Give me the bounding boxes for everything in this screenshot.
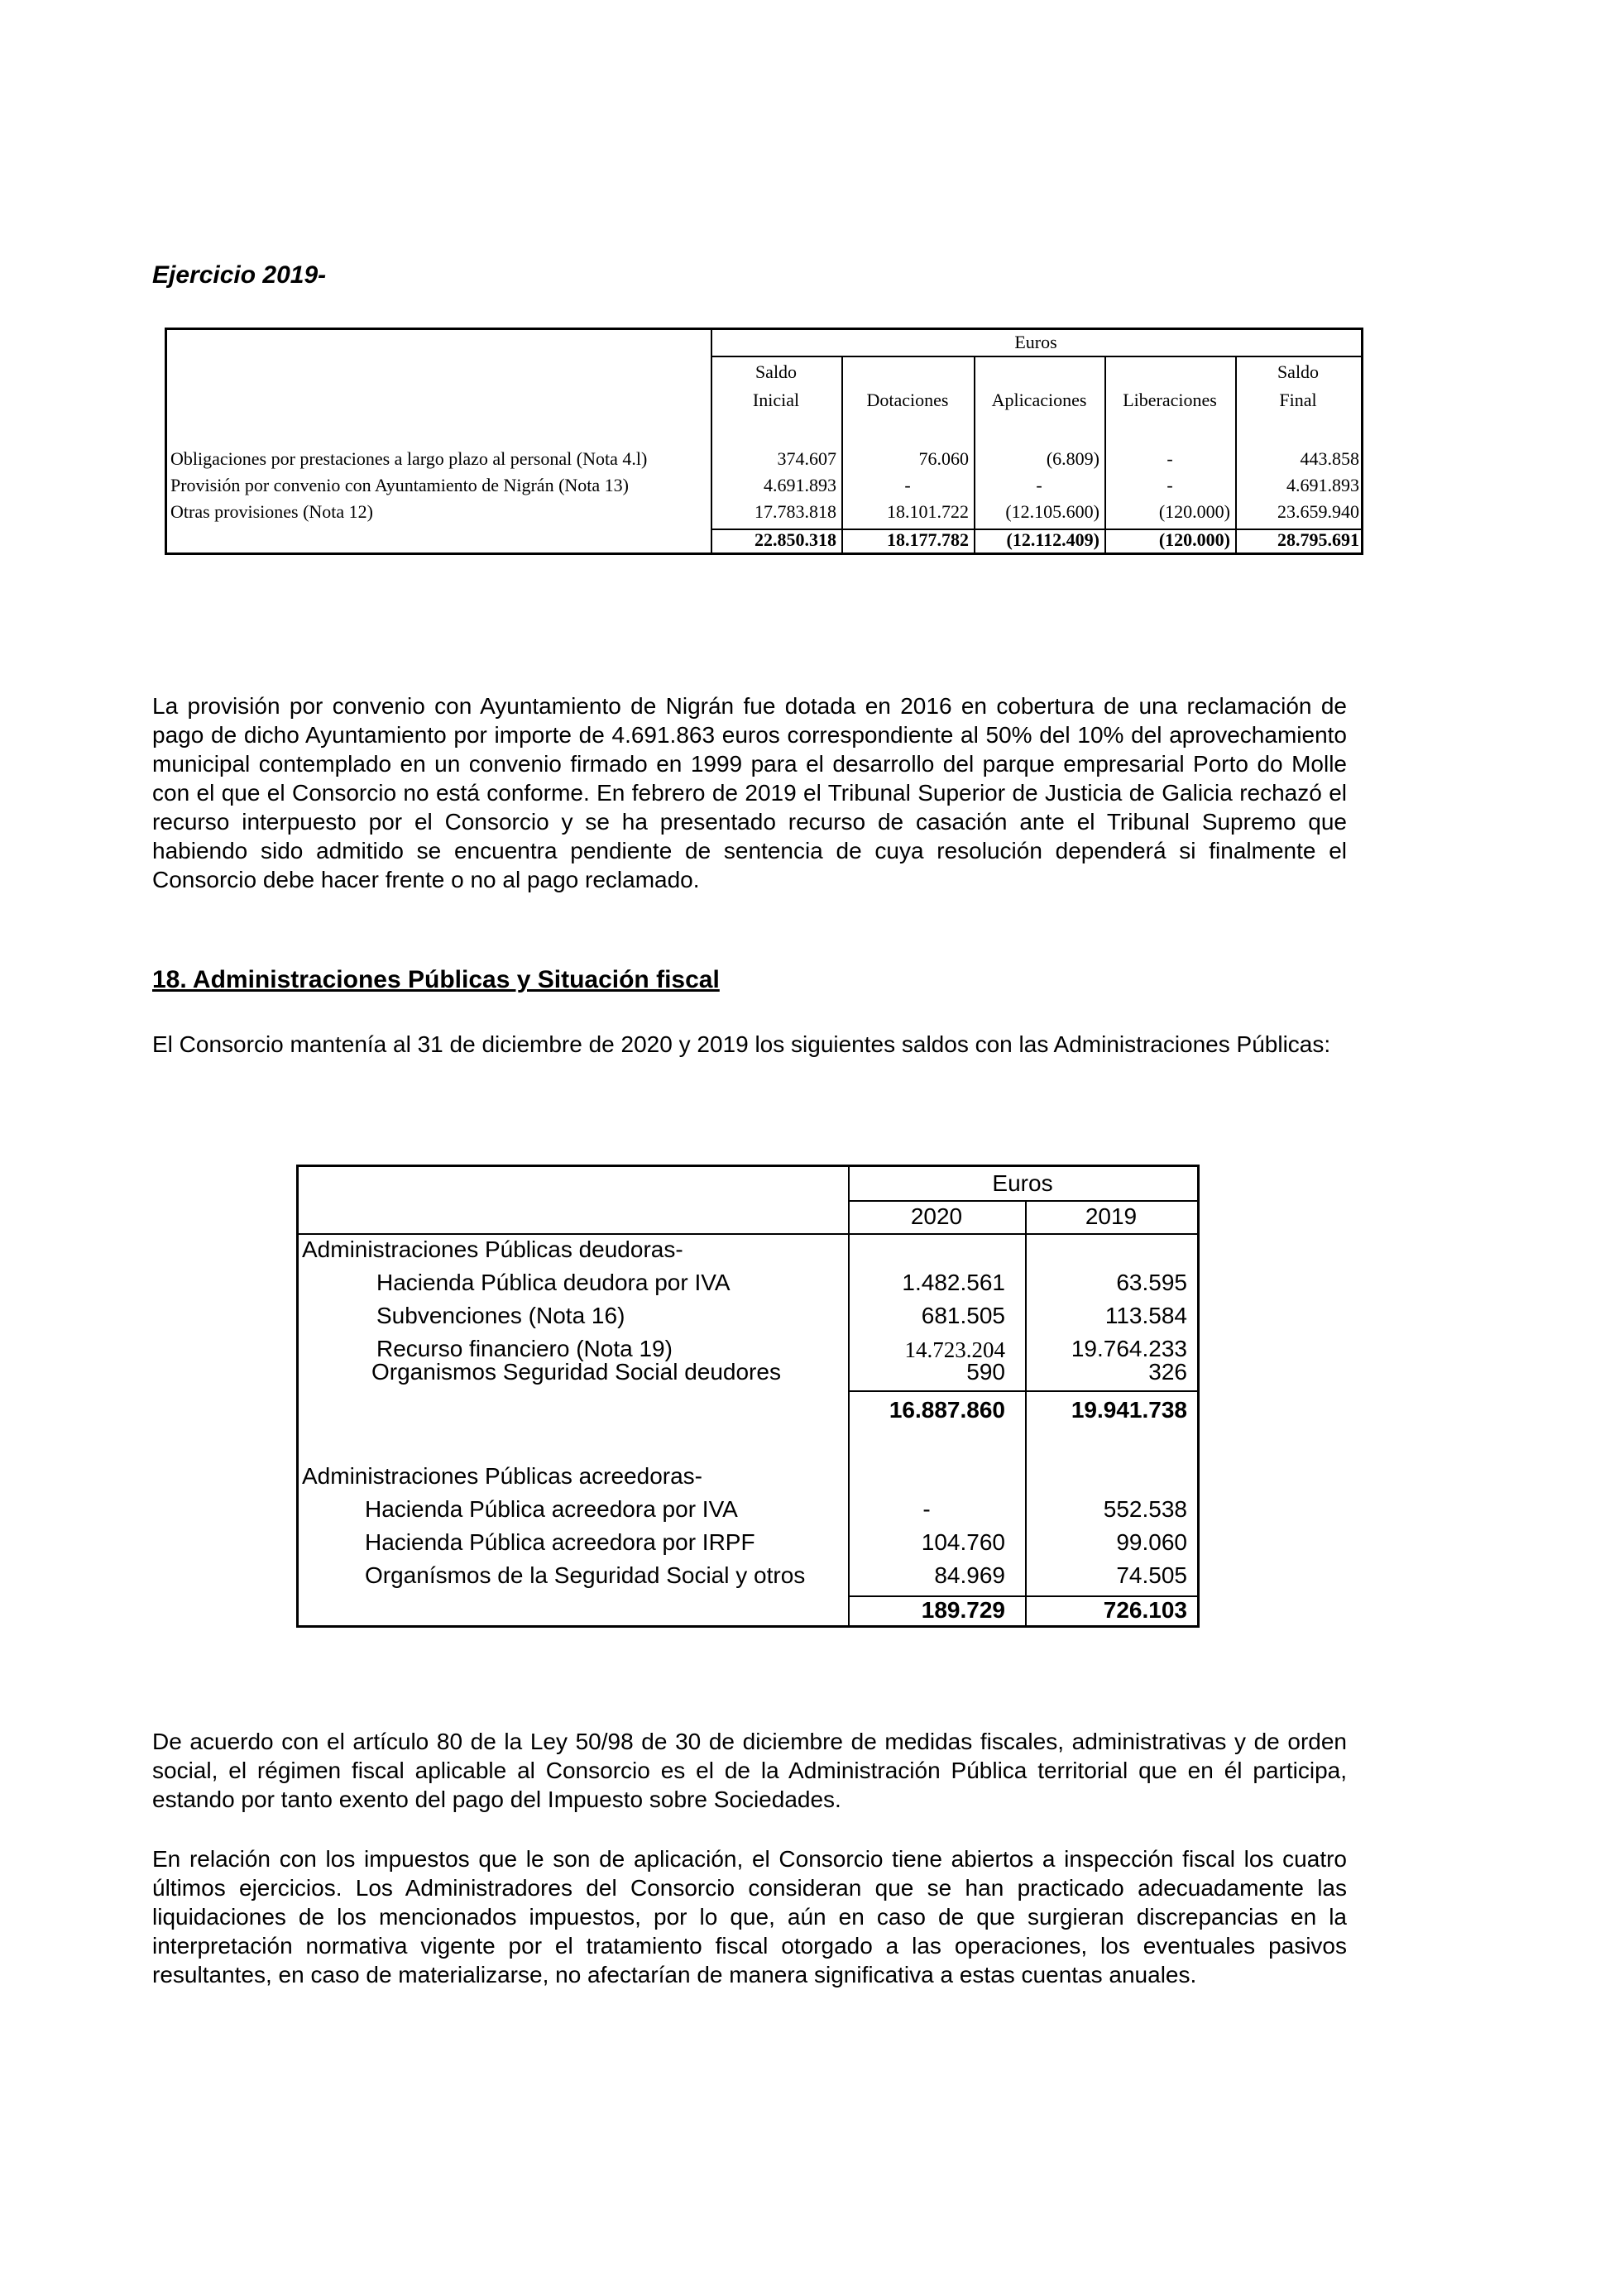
deudora-row-value-2019: 113.584: [1104, 1303, 1187, 1328]
row-value-liberaciones: -: [1167, 475, 1173, 495]
row-label: Obligaciones por prestaciones a largo plazo al personal (Nota 4.l): [170, 448, 648, 469]
row-value-aplicaciones: (12.105.600): [1005, 501, 1099, 522]
row-value-inicial: 17.783.818: [755, 501, 836, 522]
header-aplicaciones: Aplicaciones: [991, 390, 1087, 410]
deudoras-total-2020: 16.887.860: [889, 1397, 1005, 1423]
acreedora-row-value-2019: 74.505: [1116, 1562, 1187, 1588]
deudora-row-value-2020: 590: [966, 1359, 1005, 1385]
acreedora-row-value-2019: 552.538: [1103, 1496, 1187, 1522]
acreedora-row-value-2020: -: [922, 1496, 931, 1522]
row-value-aplicaciones: -: [1036, 475, 1042, 495]
row-value-dotaciones: 76.060: [918, 448, 969, 469]
row-value-dotaciones: 18.101.722: [887, 501, 969, 522]
row-value-inicial: 4.691.893: [764, 475, 836, 495]
public-administrations-table: [296, 1165, 1200, 1628]
header-saldo-final-line2: Final: [1279, 390, 1317, 410]
deudora-row-value-2019: 326: [1148, 1359, 1187, 1385]
acreedora-row-label: Hacienda Pública acreedora por IVA: [365, 1496, 738, 1522]
year-2020-header: 2020: [910, 1203, 963, 1229]
deudora-row-label: Organismos Seguridad Social deudores: [371, 1359, 781, 1385]
acreedoras-total-2019: 726.103: [1103, 1597, 1187, 1623]
table-divider: [711, 356, 1361, 357]
header-saldo-final-line1: Saldo: [1277, 361, 1320, 382]
total-aplicaciones: (12.112.409): [1006, 529, 1099, 550]
section-heading-ejercicio-2019: Ejercicio 2019-: [152, 261, 327, 289]
deudora-row-value-2019: 19.764.233: [1071, 1336, 1187, 1361]
row-value-liberaciones: (120.000): [1158, 501, 1230, 522]
paragraph-tax-inspection: En relación con los impuestos que le son de aplicación, el Consorcio tiene abiertos a inspección fiscal los cuatro últimos ejercicios. Los Administradores del Consorcio consideran que se han practicado adecuadamente las liquidaciones de los mencionados impuestos, por lo que, aún en caso de que surgieran discrepancias en la interpretación normativa vigente por el tratamiento fiscal otorgado a las operaciones, los eventuales pasivos resultantes, en caso de materializarse, no afectarían de manera significativa a estas cuentas anuales.: [152, 1846, 1347, 1987]
header-dotaciones: Dotaciones: [866, 390, 949, 410]
row-label: Otras provisiones (Nota 12): [170, 501, 374, 522]
deudora-row-value-2019: 63.595: [1116, 1270, 1187, 1295]
paragraph-tax-regime: De acuerdo con el artículo 80 de la Ley 50/98 de 30 de diciembre de medidas fiscales, administrativas y de orden social, el régimen fiscal aplicable al Consorcio es el de la Administración Pública territorial que en él participa, estando por tanto exento del pago del Impuesto sobre Sociedades.: [152, 1729, 1347, 1812]
acreedora-row-value-2020: 104.760: [921, 1529, 1005, 1555]
currency-header: Euros: [992, 1170, 1053, 1196]
header-saldo-inicial-line1: Saldo: [755, 361, 798, 382]
total-inicial: 22.850.318: [755, 529, 836, 550]
acreedoras-title: Administraciones Públicas acreedoras-: [302, 1463, 702, 1489]
deudora-row-label: Hacienda Pública deudora por IVA: [376, 1270, 731, 1295]
paragraph-nigran-provision: La provisión por convenio con Ayuntamiento de Nigrán fue dotada en 2016 en cobertura de una reclamación de pago de dicho Ayuntamiento por importe de 4.691.863 euros correspondiente al 50% del 10% del aprovechamiento municipal contemplado en un convenio firmado en 1999 para el desarrollo del parque empresarial Porto do Molle con el que el Consorcio no está conforme. En febrero de 2019 el Tribunal Superior de Justicia de Galicia rechazó el recurso interpuesto por el Consorcio y se ha presentado recurso de casación ante el Tribunal Supremo que habiendo sido admitido se encuentra pendiente de sentencia de cuya resolución dependerá si finalmente el Consorcio debe hacer frente o no al pago reclamado.: [152, 693, 1347, 892]
currency-header: Euros: [1014, 332, 1057, 352]
year-2019-header: 2019: [1085, 1203, 1138, 1229]
row-value-liberaciones: -: [1167, 448, 1173, 469]
row-value-dotaciones: -: [904, 475, 911, 495]
header-liberaciones: Liberaciones: [1123, 390, 1217, 410]
table-divider: [848, 1167, 850, 1625]
row-label: Provisión por convenio con Ayuntamiento de Nigrán (Nota 13): [170, 475, 629, 495]
deudoras-title: Administraciones Públicas deudoras-: [302, 1236, 683, 1262]
deudora-row-value-2020: 1.482.561: [902, 1270, 1005, 1295]
paragraph-balances-intro: El Consorcio mantenía al 31 de diciembre de 2020 y 2019 los siguientes saldos con las Administraciones Públicas:: [152, 1031, 1331, 1057]
row-value-aplicaciones: (6.809): [1046, 448, 1099, 469]
acreedora-row-label: Organísmos de la Seguridad Social y otros: [365, 1562, 806, 1588]
table-divider: [848, 1200, 1197, 1202]
header-saldo-inicial-line2: Inicial: [752, 390, 800, 410]
deudora-row-value-2020: 681.505: [921, 1303, 1005, 1328]
row-value-final: 23.659.940: [1277, 501, 1359, 522]
deudoras-total-2019: 19.941.738: [1071, 1397, 1187, 1423]
deudora-row-label: Subvenciones (Nota 16): [376, 1303, 625, 1328]
row-value-inicial: 374.607: [777, 448, 836, 469]
acreedora-row-label: Hacienda Pública acreedora por IRPF: [365, 1529, 755, 1555]
acreedora-row-value-2019: 99.060: [1116, 1529, 1187, 1555]
acreedora-row-value-2020: 84.969: [934, 1562, 1005, 1588]
row-value-final: 4.691.893: [1286, 475, 1359, 495]
provisions-table-2019: [165, 328, 1363, 555]
deudora-row-value-2020: 14.723.204: [904, 1337, 1005, 1362]
deudora-row-label: Recurso financiero (Nota 19): [376, 1336, 673, 1361]
table-divider: [299, 1233, 1197, 1235]
row-value-final: 443.858: [1300, 448, 1359, 469]
section-title-18: 18. Administraciones Públicas y Situación fiscal: [152, 966, 720, 993]
acreedoras-total-2020: 189.729: [921, 1597, 1005, 1623]
total-final: 28.795.691: [1277, 529, 1359, 550]
total-liberaciones: (120.000): [1158, 529, 1230, 550]
table-divider: [848, 1390, 1197, 1392]
total-dotaciones: 18.177.782: [887, 529, 969, 550]
